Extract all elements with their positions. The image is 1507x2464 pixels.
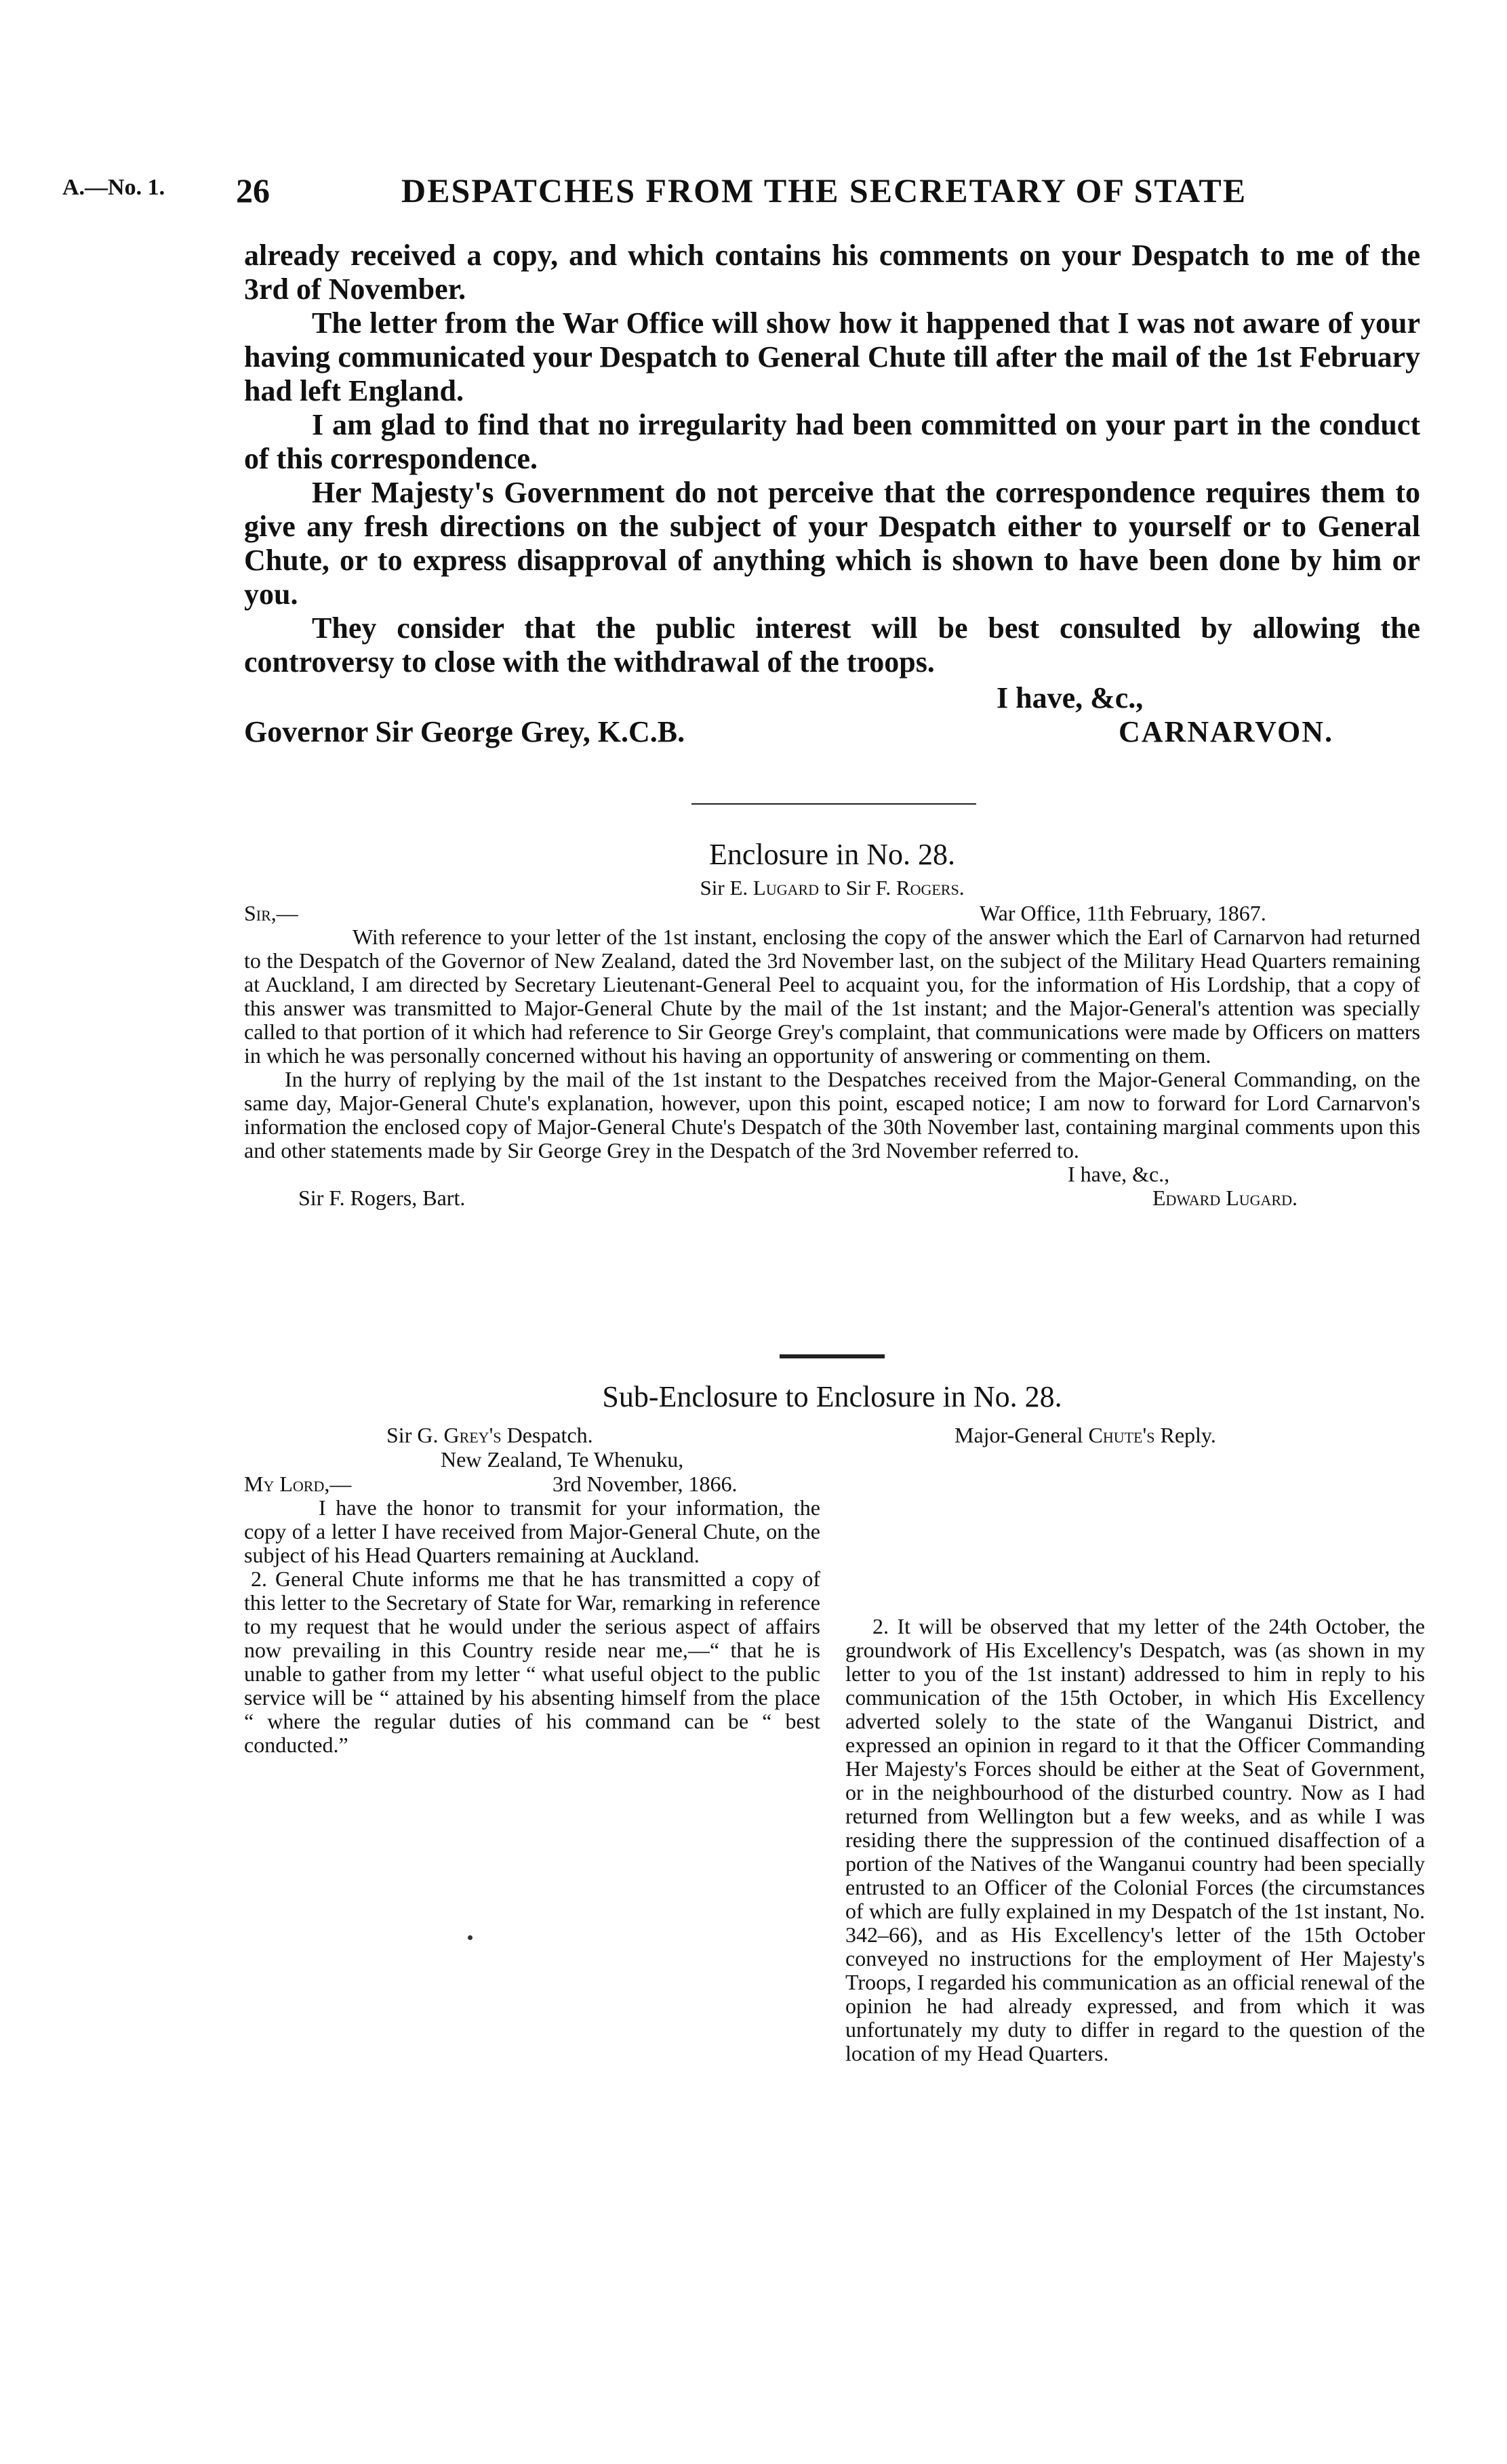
left-paragraph: 2. General Chute informs me that he has transmitted a copy of this letter to the Secretary of State for War, remarking in reference to my request that he would under the serious aspect of affairs now prevailing in this Country reside near me,—“ that he is unable to gather from my letter “ what useful object to the public service will be “ attained by his absenting himself from the place “ where the regular duties of his command can be “ best conducted.” <box>244 1567 820 1757</box>
enclosure-letter <box>244 902 1420 1210</box>
despatch-paragraph: They consider that the public interest will be best consulted by allowing the controversy to close with the withdrawal of the troops. <box>244 611 1420 679</box>
page-number: 26 <box>236 171 270 209</box>
short-divider <box>780 1354 885 1358</box>
enclosure-paragraph: In the hurry of replying by the mail of the 1st instant to the Despatches received from the Major-General Commanding, on the same day, Major-General Chute's explanation, however, upon this point, escaped notice; I am now to forward for Lord Carnarvon's information the enclosed copy of Major-General Chute's Despatch of the 30th November last, containing marginal comments upon this and other statements made by Sir George Grey in the Despatch of the 3rd November referred to. <box>244 1067 1420 1163</box>
enclosure-dateline: War Office, 11th February, 1867. <box>980 901 1266 925</box>
enclosure-from-to: Sir E. Lugard to Sir F. Rogers. <box>700 876 965 900</box>
left-column-heading: Sir G. Grey's Despatch. <box>386 1423 593 1447</box>
right-column-heading: Major-General Chute's Reply. <box>955 1423 1216 1447</box>
left-column <box>244 1496 820 1757</box>
enclosure-closing: I have, &c., <box>1068 1162 1170 1186</box>
despatch-paragraph: The letter from the War Office will show how it happened that I was not aware of your having communicated your Despatch to General Chute till after the mail of the 1st February had left England. <box>244 306 1420 407</box>
despatch-body <box>244 239 1420 679</box>
enclosure-title: Enclosure in No. 28. <box>709 838 955 871</box>
ink-speck <box>468 1935 473 1940</box>
paper-reference: A.—No. 1. <box>62 175 165 200</box>
despatch-paragraph: already received a copy, and which contains his comments on your Despatch to me of the 3rd of November. <box>244 239 1420 306</box>
right-paragraph: 2. It will be observed that my letter of the 24th October, the groundwork of His Excellency's Despatch, was (as shown in my letter to you of the 1st instant) addressed to him in reply to his communication of the 15th October, in which His Excellency adverted solely to the state of the Wanganui District, and expressed an opinion in regard to it that the Officer Commanding Her Majesty's Forces should be either at the Seat of Government, or in the neighbourhood of the disturbed country. Now as I had returned from Wellington but a few weeks, and as while I was residing there the suppression of the continued disaffection of a portion of the Natives of the Wanganui country had been specially entrusted to an Officer of the Colonial Forces (the circumstances of which are fully explained in my Despatch of the 1st instant, No. 342–66), and as His Excellency's letter of the 15th October conveyed no instructions for the employment of Her Majesty's Troops, I regarded his communication as an official renewal of the opinion he had already expressed, and from which it was unfortunately my duty to differ in regard to the question of the location of my Head Quarters. <box>845 1614 1425 2065</box>
despatch-paragraph: I am glad to find that no irregularity had been committed on your part in the conduct of this correspondence. <box>244 408 1420 475</box>
despatch-closing: I have, &c., <box>997 681 1144 714</box>
running-title: DESPATCHES FROM THE SECRETARY OF STATE <box>401 171 1247 209</box>
salutation-dateline: My Lord,— 3rd November, 1866. <box>244 1472 738 1496</box>
enclosure-addressee: Sir F. Rogers, Bart. <box>298 1186 466 1210</box>
section-divider <box>691 803 976 805</box>
enclosure-signature: Edward Lugard. <box>1152 1186 1298 1210</box>
despatch-paragraph: Her Majesty's Government do not perceive that the correspondence requires them to give any fresh directions on the subject of your Despatch either to yourself or to General Chute, or to express disapproval of anything which is shown to have been done by him or you. <box>244 476 1420 611</box>
sub-enclosure-title: Sub-Enclosure to Enclosure in No. 28. <box>602 1380 1062 1413</box>
left-paragraph: I have the honor to transmit for your information, the copy of a letter I have received from Major-General Chute, on the subject of his Head Quarters remaining at Auckland. <box>244 1495 820 1567</box>
despatch-signature: CARNARVON. <box>1119 715 1333 748</box>
right-column <box>845 1615 1425 2065</box>
enclosure-paragraph: With reference to your letter of the 1st instant, enclosing the copy of the answer which the Earl of Carnarvon had returned to the Despatch of the Governor of New Zealand, dated the 3rd November last, on the subject of the Military Head Quarters remaining at Auckland, I am directed by Secretary Lieutenant-General Peel to acquaint you, for the information of His Lordship, that a copy of this answer was transmitted to Major-General Chute by the mail of the 1st instant; and the Major-General's attention was specially called to that portion of it which had reference to Sir George Grey's complaint, that communications were made by Officers on matters in which he was personally concerned without his having an opportunity of answering or commenting on them. <box>244 925 1420 1068</box>
enclosure-salutation: Sir,— <box>244 901 298 925</box>
despatch-addressee: Governor Sir George Grey, K.C.B. <box>244 715 685 748</box>
despatch-place: New Zealand, Te Whenuku, <box>441 1447 684 1472</box>
despatch-signature-block <box>244 681 1420 749</box>
page-header <box>62 171 1337 211</box>
